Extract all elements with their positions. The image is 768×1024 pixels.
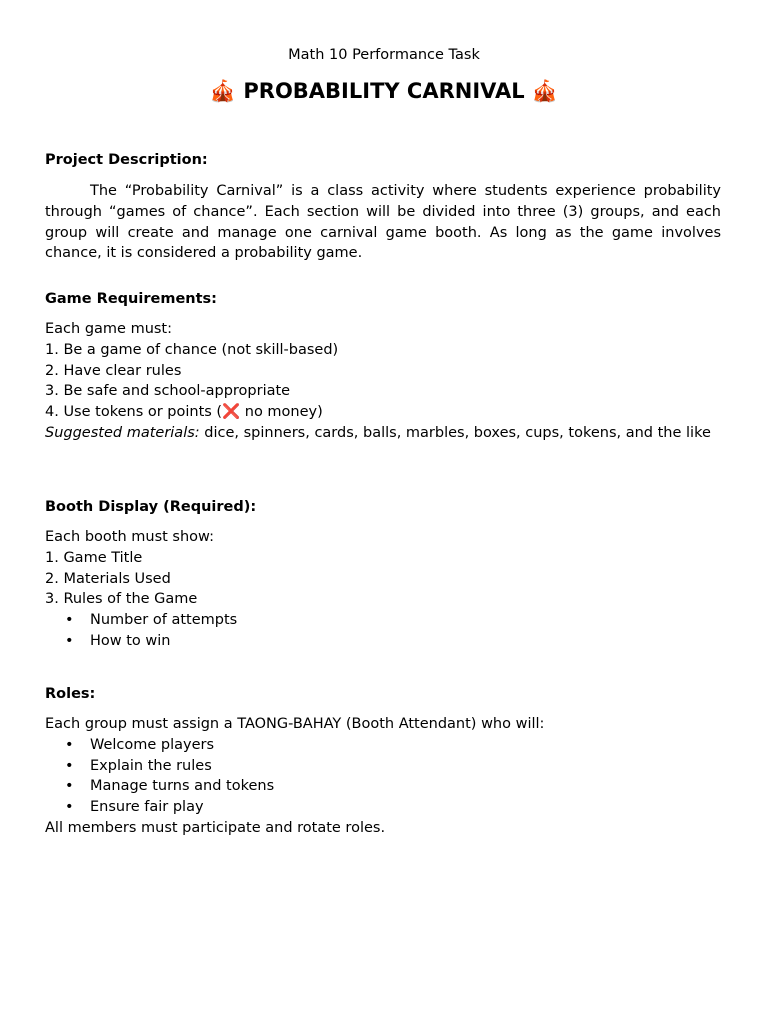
booth-rule-attempts: Number of attempts [90, 612, 238, 629]
requirement-item-3: 3. Be safe and school-appropriate [45, 383, 291, 400]
booth-item-3: 3. Rules of the Game [45, 591, 198, 608]
document-subtitle: Math 10 Performance Task [288, 47, 480, 63]
document-title: 🎪 PROBABILITY CARNIVAL 🎪 [209, 79, 559, 103]
role-manage-turns: Manage turns and tokens [90, 778, 275, 795]
bullet-icon: • [65, 799, 74, 816]
game-requirements-heading: Game Requirements: [45, 291, 217, 307]
section-game-requirements [45, 289, 721, 444]
section-project-description [45, 150, 721, 264]
requirement-item-2: 2. Have clear rules [45, 362, 182, 379]
requirement-item-1: 1. Be a game of chance (not skill-based) [45, 341, 339, 358]
suggested-materials [45, 423, 721, 444]
role-explain-rules: Explain the rules [90, 757, 212, 774]
project-description-body: The “Probability Carnival” is a class activity where students experience probability through “games of chance”. Each section will be divided into three (3) groups, and each group will create and manage one carnival game booth. As long as the game involves chance, it is considered a probability game. [45, 183, 721, 262]
roles-bullet-list [45, 735, 721, 818]
suggested-materials-label: Suggested materials: [45, 424, 200, 441]
booth-display-intro: Each booth must show: [45, 529, 214, 545]
bullet-icon: • [65, 632, 74, 649]
role-ensure-fair-play: Ensure fair play [90, 799, 204, 816]
list-item [45, 610, 721, 631]
bullet-icon: • [65, 757, 74, 774]
booth-item-2: 2. Materials Used [45, 570, 171, 587]
bullet-icon: • [65, 736, 74, 753]
project-description-heading: Project Description: [45, 152, 208, 168]
roles-closing: All members must participate and rotate roles. [45, 819, 386, 836]
role-welcome-players: Welcome players [90, 736, 215, 753]
list-item [45, 631, 721, 652]
bullet-icon: • [65, 778, 74, 795]
list-item [45, 797, 721, 818]
section-roles [45, 684, 721, 839]
list-item [45, 735, 721, 756]
game-requirements-intro: Each game must: [45, 321, 173, 337]
section-booth-display [45, 497, 721, 652]
suggested-materials-text: dice, spinners, cards, balls, marbles, boxes, cups, tokens, and the like [199, 424, 711, 441]
booth-rule-how-to-win: How to win [90, 632, 171, 649]
bullet-icon: • [65, 612, 74, 629]
list-item [45, 776, 721, 797]
booth-rules-bullet-list [45, 610, 721, 652]
list-item [45, 756, 721, 777]
roles-heading: Roles: [45, 686, 96, 702]
requirement-item-4: 4. Use tokens or points (❌ no money) [45, 404, 323, 421]
roles-intro: Each group must assign a TAONG-BAHAY (Booth Attendant) who will: [45, 716, 545, 732]
booth-display-heading: Booth Display (Required): [45, 499, 257, 515]
booth-item-1: 1. Game Title [45, 549, 143, 566]
